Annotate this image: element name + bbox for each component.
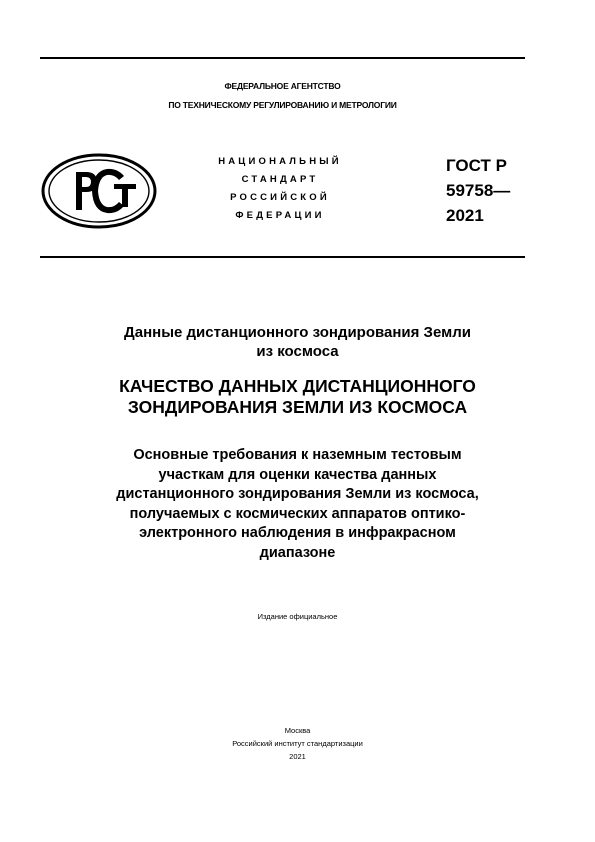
agency-name-line-2: ПО ТЕХНИЧЕСКОМУ РЕГУЛИРОВАНИЮ И МЕТРОЛОГИИ (168, 100, 397, 110)
standard-type-line-4: ФЕДЕРАЦИИ (235, 210, 325, 221)
top-divider (40, 57, 525, 59)
agency-name-line-1: ФЕДЕРАЛЬНОЕ АГЕНТСТВО (224, 81, 341, 91)
subtitle-line: получаемых с космических аппаратов оптико- (129, 505, 466, 522)
main-title-line-2: ЗОНДИРОВАНИЯ ЗЕМЛИ ИЗ КОСМОСА (127, 397, 468, 417)
standard-type-line-2: СТАНДАРТ (241, 174, 319, 185)
main-title-line-1: КАЧЕСТВО ДАННЫХ ДИСТАНЦИОННОГО (119, 376, 476, 396)
imprint-publisher: Российский институт стандартизации (232, 739, 363, 748)
imprint-year: 2021 (289, 752, 306, 761)
subtitle-line: электронного наблюдения в инфракрасном (139, 525, 456, 541)
designation-year: 2021 (446, 206, 484, 225)
subtitle-line: диапазоне (259, 544, 336, 561)
designation-number: 59758— (446, 181, 511, 200)
imprint (50, 724, 545, 763)
field-title-line-1: Данные дистанционного зондирования Земли (124, 324, 471, 341)
subtitle-line: участкам для оценки качества данных (158, 466, 437, 483)
field-title (50, 323, 545, 361)
field-title-line-2: из космоса (256, 343, 339, 360)
designation-prefix: ГОСТ Р (446, 156, 507, 175)
main-title (50, 376, 545, 418)
imprint-city: Москва (284, 726, 311, 735)
subtitle-line: дистанционного зондирования Земли из космоса, (116, 486, 479, 502)
standard-type-line-3: РОССИЙСКОЙ (230, 192, 330, 203)
standard-type-line-1: НАЦИОНАЛЬНЫЙ (218, 156, 342, 167)
edition-label: Издание официальное (257, 612, 338, 621)
subtitle (50, 446, 545, 563)
bottom-divider (40, 256, 525, 258)
rst-certification-mark-icon (40, 152, 158, 230)
subtitle-line: Основные требования к наземным тестовым (133, 447, 462, 463)
